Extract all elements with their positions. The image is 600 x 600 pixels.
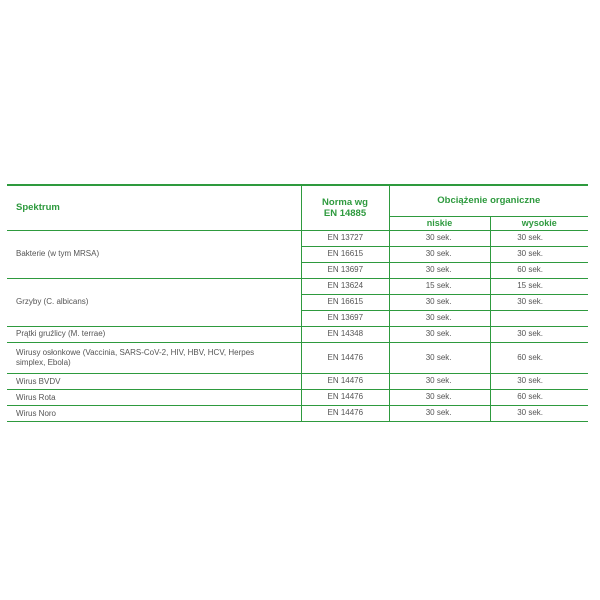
row-low: 30 sek. [389,262,490,278]
row-name-text: Wirusy osłonkowe (Vaccinia, SARS-CoV-2, HIV, HBV, HCV, Herpes simplex, Ebola) [16,347,255,367]
row-low: 30 sek. [389,246,490,262]
header-low: niskie [389,216,490,230]
row-high: 60 sek. [490,262,588,278]
row-norm: EN 13727 [301,230,389,246]
header-norma [301,185,389,230]
row-low: 30 sek. [389,405,490,421]
efficacy-table-container [7,184,588,422]
row-name: Grzyby (C. albicans) [7,278,301,326]
header-norma-line2: EN 14885 [323,207,367,219]
row-name: Bakterie (w tym MRSA) [7,230,301,278]
header-spectrum: Spektrum [7,185,301,230]
row-norm: EN 13624 [301,278,389,294]
table-row [7,405,588,421]
row-name: Wirus BVDV [7,373,301,389]
row-name: Prątki gruźlicy (M. terrae) [7,326,301,342]
row-norm: EN 14476 [301,405,389,421]
row-norm: EN 14476 [301,389,389,405]
table-row [7,389,588,405]
table-row [7,230,588,246]
row-low: 30 sek. [389,294,490,310]
header-high: wysokie [490,216,588,230]
table-row [7,373,588,389]
row-name: Wirus Rota [7,389,301,405]
row-low: 30 sek. [389,342,490,373]
row-low: 30 sek. [389,326,490,342]
row-high: 30 sek. [490,294,588,310]
row-high: 30 sek. [490,326,588,342]
row-norm: EN 16615 [301,246,389,262]
row-norm: EN 14476 [301,373,389,389]
row-norm: EN 13697 [301,310,389,326]
row-low: 30 sek. [389,373,490,389]
table-row [7,278,588,294]
row-name: Wirus Noro [7,405,301,421]
row-name [7,342,301,373]
efficacy-table [7,184,588,422]
table-row [7,342,588,373]
table-row [7,326,588,342]
header-organic-load: Obciążenie organiczne [389,185,588,216]
row-low: 30 sek. [389,389,490,405]
row-low: 15 sek. [389,278,490,294]
row-high: 60 sek. [490,342,588,373]
row-norm: EN 16615 [301,294,389,310]
row-high: 30 sek. [490,405,588,421]
row-high: 30 sek. [490,246,588,262]
row-low: 30 sek. [389,310,490,326]
row-norm: EN 14348 [301,326,389,342]
row-high: 30 sek. [490,373,588,389]
row-high: 30 sek. [490,230,588,246]
row-high [490,310,588,326]
row-norm: EN 14476 [301,342,389,373]
row-low: 30 sek. [389,230,490,246]
header-norma-line1: Norma wg [322,196,368,208]
row-high: 15 sek. [490,278,588,294]
row-high: 60 sek. [490,389,588,405]
row-norm: EN 13697 [301,262,389,278]
